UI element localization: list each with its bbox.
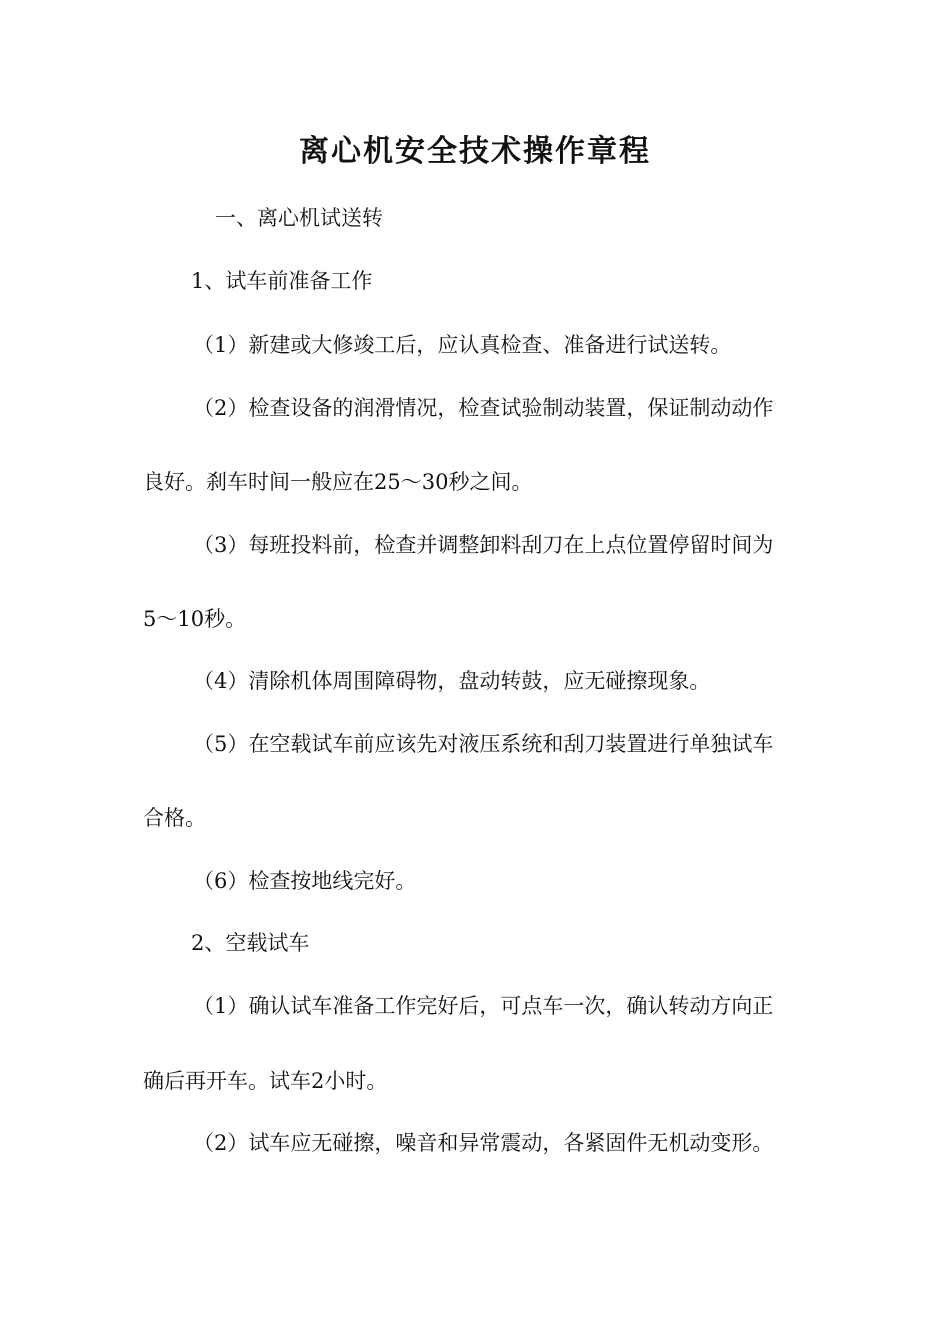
paragraph-line: （2）检查设备的润滑情况，检查试验制动装置，保证制动动作 [193,396,774,420]
section-heading: 一、离心机试送转 [215,206,383,230]
paragraph-line: （3）每班投料前，检查并调整卸料刮刀在上点位置停留时间为 [193,533,774,557]
paragraph-line-continued: 确后再开车。试车2小时。 [143,1069,388,1093]
paragraph-line-continued: 合格。 [143,806,206,830]
paragraph-line: （4）清除机体周围障碍物，盘动转鼓，应无碰擦现象。 [193,669,711,693]
paragraph-line: （2）试车应无碰擦，噪音和异常震动，各紧固件无机动变形。 [193,1131,774,1155]
subsection-heading: 1、试车前准备工作 [191,269,373,293]
paragraph-line-continued: 5～10秒。 [143,607,247,631]
subsection-heading: 2、空载试车 [191,931,310,955]
paragraph-line: （1）新建或大修竣工后，应认真检查、准备进行试送转。 [193,333,732,357]
paragraph-line: （5）在空载试车前应该先对液压系统和刮刀装置进行单独试车 [193,732,774,756]
paragraph-line: （6）检查按地线完好。 [193,869,417,893]
document-title: 离心机安全技术操作章程 [299,134,651,169]
paragraph-line: （1）确认试车准备工作完好后，可点车一次，确认转动方向正 [193,994,774,1018]
paragraph-line-continued: 良好。刹车时间一般应在25～30秒之间。 [143,470,533,494]
